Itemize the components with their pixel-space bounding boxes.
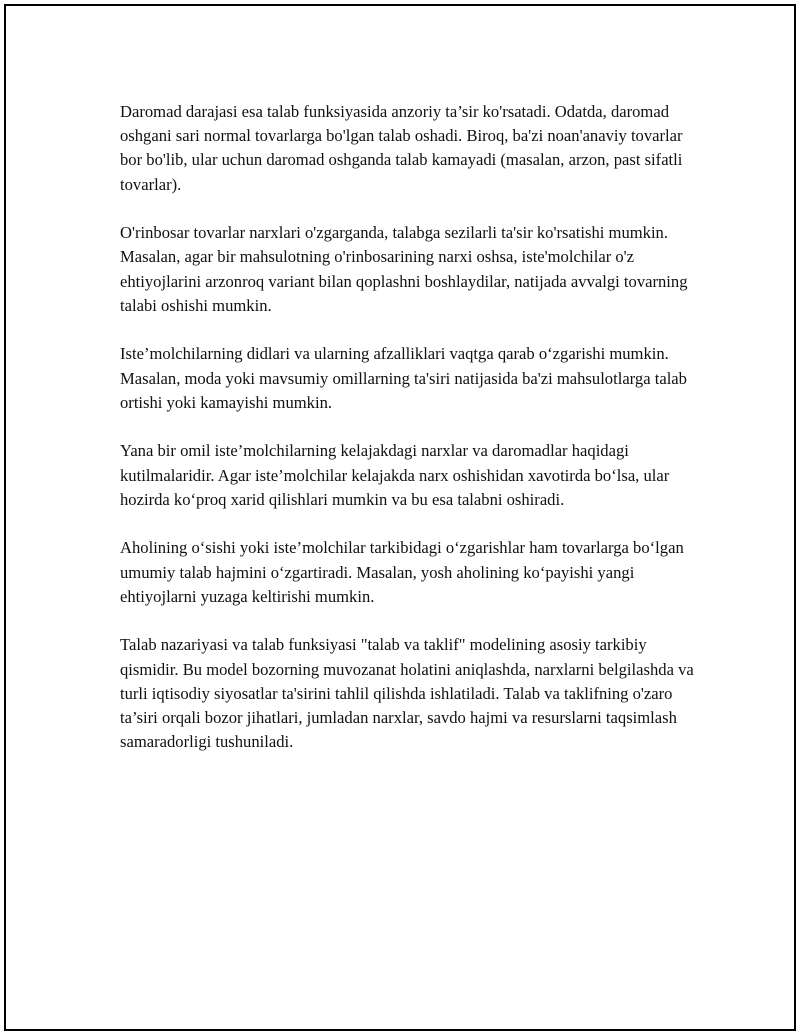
paragraph-expectations: Yana bir omil iste’molchilarning kelajakdagi narxlar va daromadlar haqidagi kutilmalaridir. Agar iste’molchilar kelajakda narx oshishidan xavotirda bo‘lsa, ular hozirda ko‘proq xarid qilishlari mumkin va bu esa talabni oshiradi. — [120, 441, 670, 509]
document-body — [120, 100, 705, 754]
paragraph-substitutes: O'rinbosar tovarlar narxlari o'zgarganda, talabga sezilarli ta'sir ko'rsatishi mumkin. Masalan, agar bir mahsulotning o'rinbosarining narxi oshsa, iste'molchilar o'z ehtiyojlarini arzonroq variant bilan qoplashni boshlaydilar, natijada avvalgi tovarning talabi oshishi mumkin. — [120, 223, 688, 315]
paragraph-supply-demand-model: Talab nazariyasi va talab funksiyasi "talab va taklif" modelining asosiy tarkibiy qismidir. Bu model bozorning muvozanat holatini aniqlashda, narxlarni belgilashda va turli iqtisodiy siyosatlar ta'sirini tahlil qilishda ishlatiladi. Talab va taklifning o'zaro ta’siri orqali bozor jihatlari, jumladan narxlar, savdo hajmi va resurslarni taqsimlash samaradorligi tushuniladi. — [120, 635, 694, 752]
paragraph-population: Aholining o‘sishi yoki iste’molchilar tarkibidagi o‘zgarishlar ham tovarlarga bo‘lgan umumiy talab hajmini o‘zgartiradi. Masalan, yosh aholining ko‘payishi yangi ehtiyojlarni yuzaga keltirishi mumkin. — [120, 538, 684, 606]
paragraph-tastes: Iste’molchilarning didlari va ularning afzalliklari vaqtga qarab o‘zgarishi mumkin. Masalan, moda yoki mavsumiy omillarning ta'siri natijasida ba'zi mahsulotlarga talab ortishi yoki kamayishi mumkin. — [120, 344, 687, 412]
page-frame — [4, 4, 796, 1031]
paragraph-income: Daromad darajasi esa talab funksiyasida anzoriy ta’sir ko'rsatadi. Odatda, daromad oshgani sari normal tovarlarga bo'lgan talab oshadi. Biroq, ba'zi noan'anaviy tovarlar bor bo'lib, ular uchun daromad oshganda talab kamayadi (masalan, arzon, past sifatli tovarlar). — [120, 102, 683, 194]
